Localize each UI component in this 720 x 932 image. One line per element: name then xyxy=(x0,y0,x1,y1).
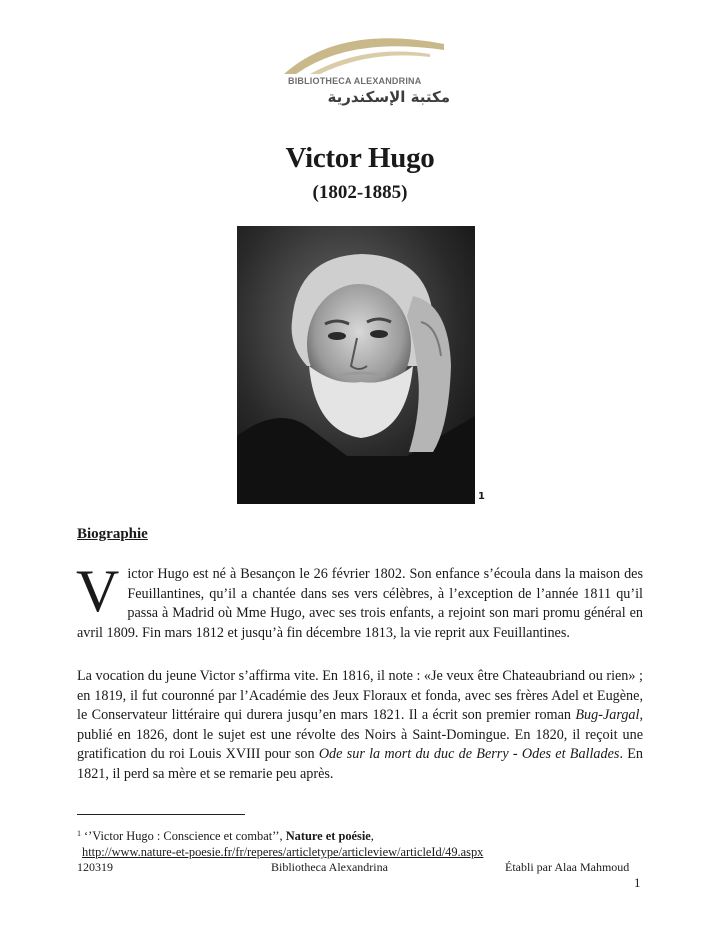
footer-author: Établi par Alaa Mahmoud xyxy=(505,860,630,874)
page-title: Victor Hugo xyxy=(285,142,435,174)
paragraph-2-text-c: . En 1821, il perd sa mère et se remarie peu après. xyxy=(77,746,644,782)
bibliotheca-alexandrina-logo xyxy=(270,30,460,110)
footnote-divider xyxy=(77,814,245,815)
footnote-comma: , xyxy=(370,829,374,843)
biography-paragraph-2 xyxy=(77,667,643,785)
ode-title: Ode sur la mort du duc de Berry - Odes et Ballades xyxy=(318,746,620,763)
section-heading: Biographie xyxy=(77,526,148,542)
footnote-text: ‘’Victor Hugo : Conscience et combat’’, xyxy=(84,829,286,843)
biography-paragraph-1 xyxy=(76,558,643,643)
footnote-link[interactable]: http://www.nature-et-poesie.fr/fr/reperes/articletype/articleview/articleId/49.aspx xyxy=(82,845,484,859)
page-number: 1 xyxy=(634,875,641,890)
logo-arc-icon xyxy=(280,30,450,78)
footnote xyxy=(77,826,643,860)
logo-arabic-text: مكتبة الإسكندرية xyxy=(327,88,450,106)
portrait-footnote-ref: 1 xyxy=(478,491,485,502)
paragraph-1-text: ictor Hugo est né à Besançon le 26 février 1802. Son enfance s’écoula dans la maison des Feuillantines, qu’il a chantée dans ses vers célèbres, à l’exception de l’année 1811 qu’il passa à Madrid où Mme Hugo, avec ses trois enfants, a rejoint son mari promu général en avril 1809. Fin mars 1812 et jusqu’à fin décembre 1813, la vie reprit aux Feuillantines. xyxy=(77,566,643,641)
drop-cap: V xyxy=(76,558,120,624)
portrait-image xyxy=(237,226,475,504)
footer-organization: Bibliotheca Alexandrina xyxy=(271,860,388,874)
portrait-photo xyxy=(237,226,475,504)
footnote-number: 1 xyxy=(77,829,81,838)
logo-latin-text: BIBLIOTHECA ALEXANDRINA xyxy=(288,76,422,86)
life-dates: (1802-1885) xyxy=(312,182,408,203)
novel-title: Bug-Jargal xyxy=(575,707,640,724)
footer-code: 120319 xyxy=(77,860,113,874)
paragraph-2-text-b: , publié en 1826, dont le sujet est une révolte des Noirs à Saint-Domingue. En 1820, il reçoit une gratification du roi Louis XVIII pour son xyxy=(77,707,643,763)
paragraph-2-text-a: La vocation du jeune Victor s’affirma vite. En 1816, il note : «Je veux être Chateaubriand ou rien» ; en 1819, il fut couronné par l’Académie des Jeux Floraux et fonda, avec ses frères Adel et Eugène, le Conservateur littéraire qui durera jusqu’en mars 1821. Il a écrit son premier roman xyxy=(77,668,643,724)
footnote-source: Nature et poésie xyxy=(285,829,371,843)
